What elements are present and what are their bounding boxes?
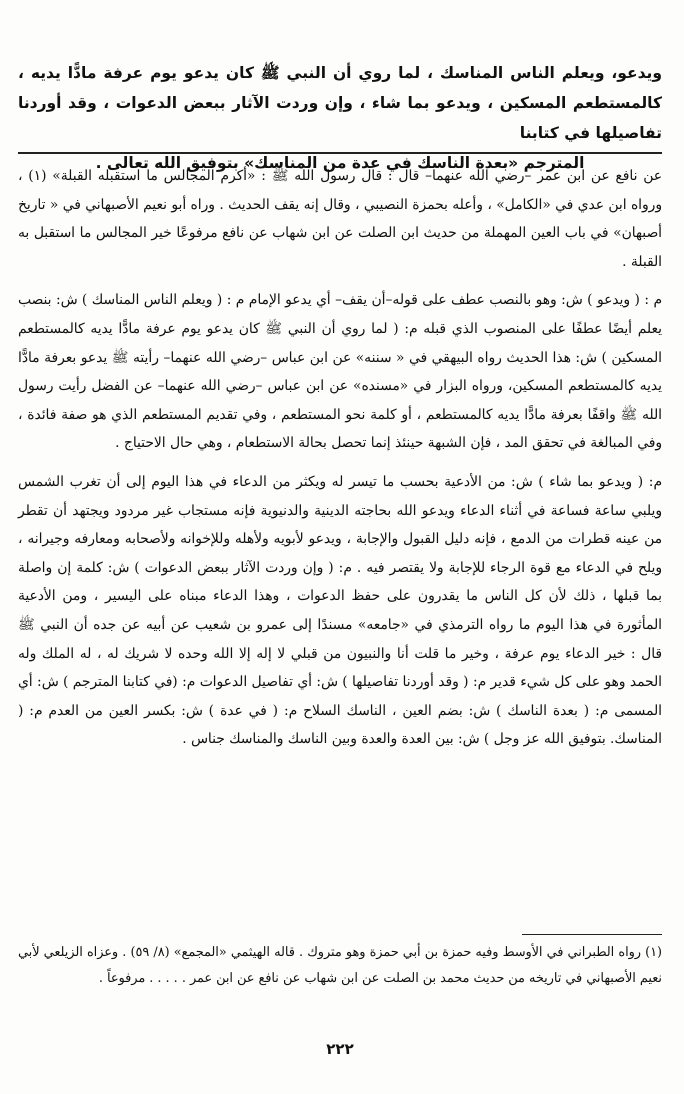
main-text-separator bbox=[18, 152, 662, 154]
page-number: ٢٢٢ bbox=[326, 1040, 354, 1058]
main-text-paragraph: المترجم «بعدة الناسك في عدة من المناسك» بتوفيق الله تعالى . bbox=[95, 154, 585, 172]
commentary-paragraph: عن نافع عن ابن عمر –رضي الله عنهما– قال : قال رسول الله ﷺ : «أكرم المجالس ما استقبله القبلة» (١) ، ورواه ابن عدي في «الكامل» ، وأعله بحمزة النصيبي ، وقال إنه يقف الحديث . وراه أبو نعيم الأصبهاني في « تاريخ أصبهان» في باب العين المهملة من حديث ابن الصلت عن ابن شهاب عن نافع مرفوعًا خير المجالس ما استقبل به القبلة . bbox=[18, 168, 662, 270]
main-text-paragraph: ويدعو، ويعلم الناس المناسك ، لما روي أن النبي ﷺ كان يدعو يوم عرفة مادًّا يديه ، كالمستطعم المسكين ، ويدعو بما شاء ، وإن وردت الآثار ببعض الدعوات ، وقد أوردنا تفاصيلها في كتابنا bbox=[18, 64, 662, 142]
book-page bbox=[18, 0, 662, 1094]
commentary-paragraph: م : ( ويدعو ) ش: وهو بالنصب عطف على قوله–أن يقف– أي يدعو الإمام م : ( ويعلم الناس المناسك ) ش: بنصب يعلم أيضًا عطفًا على المنصوب الذي قبله م: ( لما روي أن النبي ﷺ كان يدعو يوم عرفة مادًّا يديه كالمستطعم المسكين ) ش: هذا الحديث رواه البيهقي في « سننه» عن ابن عباس –رضي الله عنهما– رأيته ﷺ يدعو بعرفة مادًّا يديه كالمستطعم المسكين، ورواه البزار في «مسنده» عن ابن عباس –رضي الله عنهما– عن الفضل رأيت رسول الله ﷺ واقفًا بعرفة مادًّا يديه كالمستطعم ، أو كلمة نحو المستطعم ، وفي تقديم المستطعم الذي هو صفة فائدة ، وفي المبالغة في تحقق المد ، فإن الشبهة حينئذ إنما تحصل بحالة الاستطعام ، وهي حال الاحتياج . bbox=[18, 292, 662, 452]
footnote-text: (١) رواه الطبراني في الأوسط وفيه حمزة بن أبي حمزة وهو متروك . قاله الهيثمي «المجمع» (٨/ ٥٩) . وعزاه الزيلعي لأبي نعيم الأصبهاني في تاريخه من حديث محمد بن الصلت عن ابن شهاب عن نافع عن ابن عمر . . . . . مرفوعاً . bbox=[18, 945, 662, 986]
commentary-paragraph: م: ( ويدعو بما شاء ) ش: من الأدعية بحسب ما تيسر له ويكثر من الدعاء في هذا اليوم إلى أن تغرب الشمس ويلبي ساعة فساعة في أثناء الدعاء ويدعو الله بحاجته الدينية والدنيوية فإنه مستجاب غير مردود ويجتهد أن تقطر من عينه قطرات من الدمع ، فإنه دليل القبول والإجابة ، ويدعو لأبويه ولأهله وللإخوانه ولأصحابه ومعارفه وجيرانه ، ويلح في الدعاء مع قوة الرجاء للإجابة ولا يقتصر فيه . م: ( وإن وردت الآثار ببعض الدعوات ) ش: كلمة إن واصلة بما قبلها ، ذلك لأن كل الناس ما يقدرون على حفظ الدعوات ، وهذا الدعاء مبناه على اليسير ، ومن الأدعية المأثورة في هذا اليوم ما رواه الترمذي في «جامعه» مسندًا إلى عمرو بن شعيب عن أبيه عن جده أن النبي ﷺ قال : خير الدعاء يوم عرفة ، وخير ما قلت أنا والنبيون من قبلي لا إله إلا الله وحده لا شريك له ، له الملك وله الحمد وهو على كل شيء قدير م: ( وقد أوردنا تفاصيلها ) ش: أي تفاصيل الدعوات م: (في كتابنا المترجم ) ش: أي المسمى م: ( بعدة الناسك ) ش: بضم العين ، الناسك السلاح م: ( في عدة ) ش: بكسر العين من العدم م: ( المناسك. بتوفيق الله عز وجل ) ش: بين العدة والعدة وبين الناسك والمناسك جناس . bbox=[18, 473, 662, 748]
footnote bbox=[18, 940, 662, 992]
footnote-separator bbox=[522, 934, 662, 935]
main-text bbox=[18, 58, 662, 178]
commentary bbox=[18, 162, 662, 754]
